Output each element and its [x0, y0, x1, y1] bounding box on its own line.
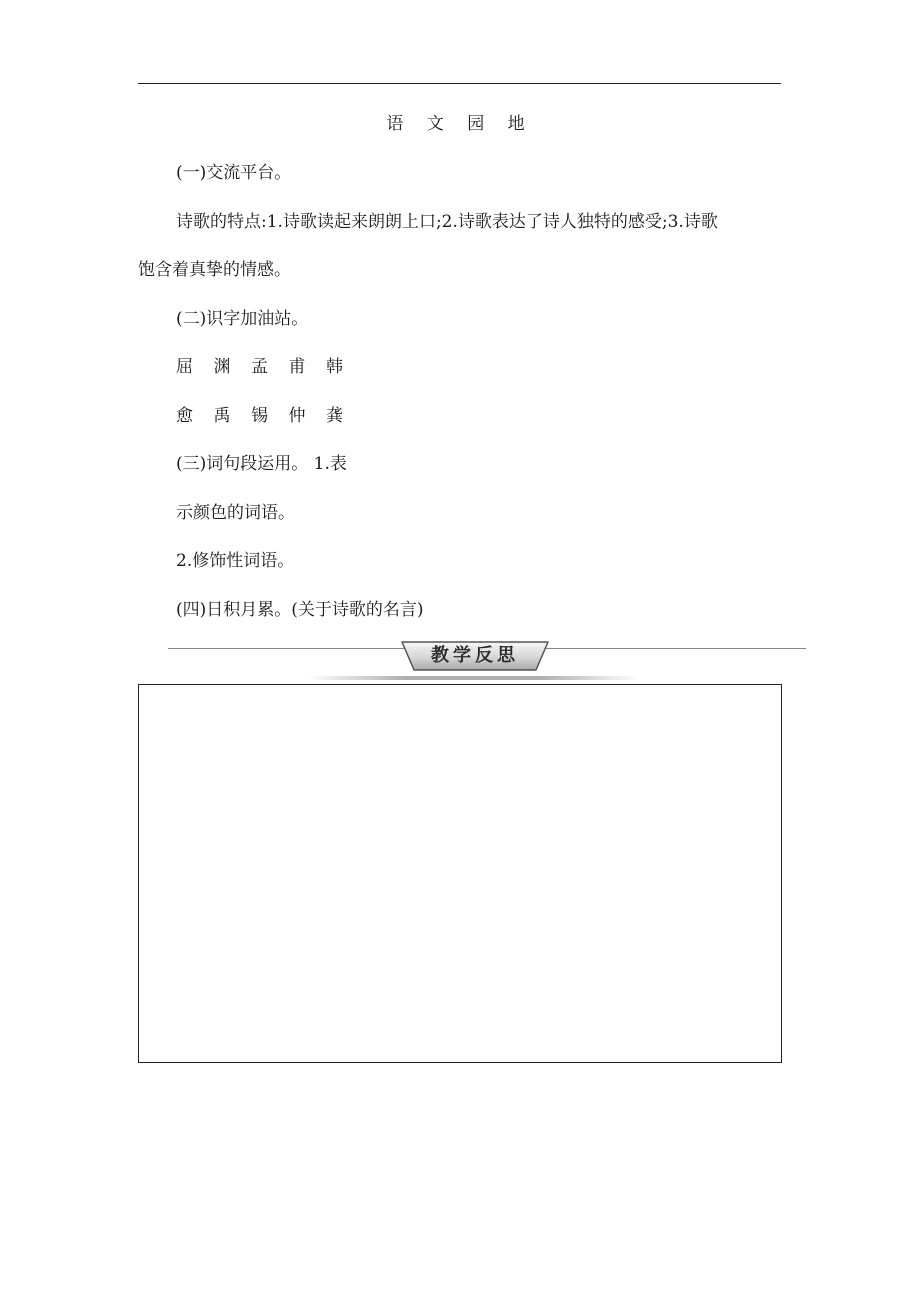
section-3-item-2: 2.修饰性词语。 [176, 551, 295, 571]
section-2-heading: (二)识字加油站。 [176, 309, 309, 329]
banner-label: 教学反思 [431, 645, 519, 666]
page-title: 语 文 园 地 [386, 114, 534, 134]
char: 孟 [251, 357, 268, 377]
section-3-heading: (三)词句段运用。 1.表 [176, 454, 347, 474]
banner-shadow [308, 676, 638, 680]
reflection-banner [168, 636, 806, 684]
char-row-1 [176, 355, 364, 379]
char: 渊 [213, 357, 231, 377]
section-3-line-2: 示颜色的词语。 [176, 503, 295, 523]
char: 屈 [176, 357, 193, 377]
section-1-heading: (一)交流平台。 [176, 163, 292, 183]
poetry-features-line-1: 诗歌的特点:1.诗歌读起来朗朗上口;2.诗歌表达了诗人独特的感受;3.诗歌 [176, 212, 718, 232]
char: 禹 [213, 406, 231, 426]
header-rule [138, 83, 781, 84]
char: 愈 [176, 406, 193, 426]
char: 甫 [288, 357, 306, 377]
char: 锡 [251, 406, 268, 426]
char-row-2 [176, 404, 364, 428]
banner-tab [400, 640, 550, 672]
char: 龚 [326, 406, 343, 426]
poetry-features-line-2: 饱含着真挚的情感。 [138, 260, 291, 280]
char: 仲 [288, 406, 306, 426]
char: 韩 [326, 357, 343, 377]
section-4-heading: (四)日积月累。(关于诗歌的名言) [176, 600, 424, 620]
reflection-box [138, 684, 782, 1063]
